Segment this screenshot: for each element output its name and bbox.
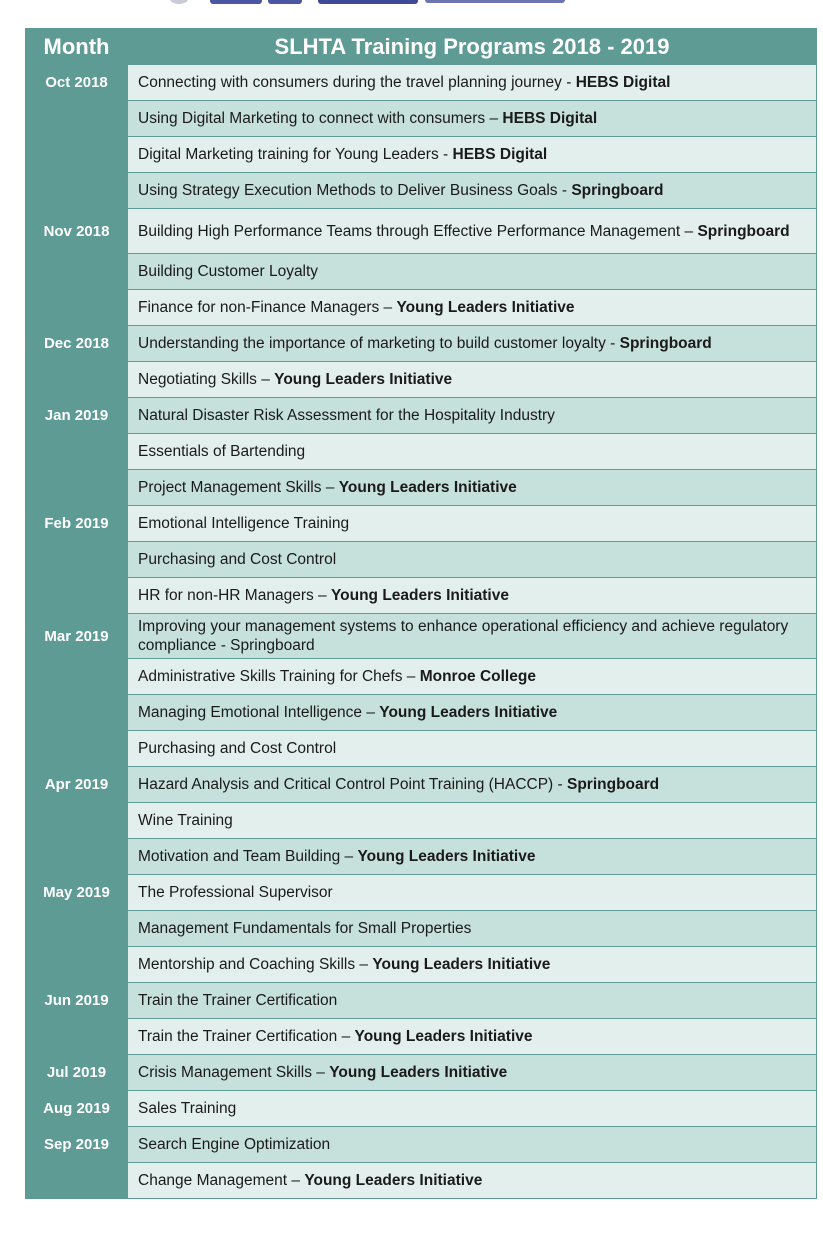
program-name [138,406,555,425]
table-row [26,362,816,397]
program-cell [128,434,816,469]
table-row [26,1091,816,1126]
table-header-row [26,29,816,64]
program-name [138,1135,330,1154]
program-cell [128,1127,816,1162]
program-title: Digital Marketing training for Young Leaders - [138,146,453,163]
program-title: Negotiating Skills – [138,371,275,388]
month-cell: Jul 2019 [26,1055,127,1090]
program-title: The Professional Supervisor [138,884,333,901]
program-name [138,145,547,164]
month-cell [26,542,127,577]
month-cell: Jun 2019 [26,983,127,1018]
month-cell [26,1019,127,1054]
program-title: Essentials of Bartending [138,443,306,460]
table-row [26,542,816,577]
program-cell [128,326,816,361]
program-name [138,586,509,605]
table-row [26,695,816,730]
program-title: Building Customer Loyalty [138,263,319,280]
table-row [26,767,816,802]
program-cell [128,767,816,802]
program-title: Natural Disaster Risk Assessment for the Hospitality Industry [138,407,555,424]
program-provider: Young Leaders Initiative [379,704,558,721]
table-row [26,398,816,433]
month-cell [26,101,127,136]
table-row [26,983,816,1018]
month-cell [26,137,127,172]
month-cell [26,731,127,766]
program-provider: HEBS Digital [452,146,548,163]
program-title: Crisis Management Skills – [138,1064,330,1081]
month-cell [26,254,127,289]
program-name [138,955,550,974]
table-row [26,254,816,289]
program-cell [128,398,816,433]
table-row [26,578,816,613]
program-cell [128,470,816,505]
program-provider: Young Leaders Initiative [372,956,551,973]
month-cell [26,290,127,325]
logo-shape [268,0,302,4]
program-name [138,1099,236,1118]
month-cell: Sep 2019 [26,1127,127,1162]
month-cell [26,1163,127,1198]
program-cell [128,731,816,766]
program-cell [128,173,816,208]
logo-shape [318,0,418,4]
program-title: Wine Training [138,812,233,829]
program-title: Motivation and Team Building – [138,848,358,865]
month-cell: Apr 2019 [26,767,127,802]
program-provider: Young Leaders Initiative [357,848,536,865]
program-name [138,739,336,758]
table-row [26,173,816,208]
program-cell [128,875,816,910]
program-title: Purchasing and Cost Control [138,551,337,568]
table-row [26,947,816,982]
program-provider: Monroe College [419,668,536,685]
program-provider: HEBS Digital [502,110,598,127]
program-provider: HEBS Digital [575,74,671,91]
program-provider: Springboard [697,222,790,240]
month-cell: Mar 2019 [26,614,127,658]
month-cell [26,911,127,946]
program-title: Building High Performance Teams through Effective Performance Management – [138,222,698,240]
month-cell: Feb 2019 [26,506,127,541]
program-title: Using Strategy Execution Methods to Deliver Business Goals - [138,182,572,199]
program-name [138,919,471,938]
table-row [26,803,816,838]
program-cell [128,137,816,172]
table-row [26,326,816,361]
program-cell [128,209,816,253]
program-name [138,514,349,533]
program-provider: Young Leaders Initiative [396,299,575,316]
program-cell [128,839,816,874]
program-provider: Young Leaders Initiative [329,1064,508,1081]
program-name [138,1171,482,1190]
month-cell [26,434,127,469]
table-row [26,434,816,469]
programs-column-header: SLHTA Training Programs 2018 - 2019 [128,29,816,64]
program-name [138,298,575,317]
logo-fragment [0,0,823,10]
table-row [26,290,816,325]
month-cell [26,173,127,208]
table-row [26,1055,816,1090]
month-cell: Oct 2018 [26,65,127,100]
month-cell [26,470,127,505]
program-cell [128,1163,816,1198]
program-cell [128,695,816,730]
logo-shape [425,0,565,3]
program-name [138,334,712,353]
program-cell [128,578,816,613]
program-name [138,478,517,497]
program-cell [128,290,816,325]
month-cell: May 2019 [26,875,127,910]
month-cell [26,803,127,838]
program-cell [128,65,816,100]
program-title: Train the Trainer Certification – [138,1028,355,1045]
month-cell [26,659,127,694]
table-row [26,1163,816,1198]
program-name [138,667,536,686]
program-cell [128,803,816,838]
program-title: Sales Training [138,1100,237,1117]
program-name [138,1063,507,1082]
table-row [26,470,816,505]
table-row [26,65,816,100]
program-provider: Young Leaders Initiative [330,587,509,604]
table-row [26,101,816,136]
program-cell [128,101,816,136]
table-row [26,875,816,910]
program-title: Mentorship and Coaching Skills – [138,956,373,973]
table-row [26,659,816,694]
program-title: Understanding the importance of marketing to build customer loyalty - [138,335,620,352]
month-cell [26,947,127,982]
training-programs-table [25,28,817,1199]
table-row [26,1127,816,1162]
program-provider: Young Leaders Initiative [338,479,517,496]
table-row [26,839,816,874]
program-name [138,442,305,461]
program-title: Hazard Analysis and Critical Control Point Training (HACCP) - [138,776,567,793]
program-name [138,222,790,241]
month-cell: Nov 2018 [26,209,127,253]
program-cell [128,506,816,541]
program-title: Train the Trainer Certification [138,992,338,1009]
program-name [138,181,663,200]
program-title: Finance for non-Finance Managers – [138,299,397,316]
program-cell [128,614,816,658]
program-title: Purchasing and Cost Control [138,740,337,757]
program-cell [128,254,816,289]
month-column-header: Month [26,29,127,64]
program-title: Improving your management systems to enhance operational efficiency and achieve regulatory compliance - Springboard [138,618,789,654]
program-provider: Young Leaders Initiative [274,371,453,388]
program-name [138,1027,533,1046]
program-title: Emotional Intelligence Training [138,515,350,532]
program-provider: Springboard [619,335,712,352]
program-cell [128,911,816,946]
program-provider: Springboard [567,776,660,793]
program-title: Managing Emotional Intelligence – [138,704,380,721]
table-row [26,506,816,541]
program-name [138,617,806,655]
logo-shape [170,0,188,4]
table-row [26,731,816,766]
program-title: Connecting with consumers during the travel planning journey - [138,74,576,91]
program-title: Search Engine Optimization [138,1136,331,1153]
program-name [138,811,233,830]
month-cell: Jan 2019 [26,398,127,433]
program-cell [128,1055,816,1090]
month-cell [26,362,127,397]
program-name [138,991,337,1010]
program-name [138,550,336,569]
month-cell [26,578,127,613]
table-row [26,1019,816,1054]
program-name [138,775,659,794]
logo-shape [210,0,262,4]
program-name [138,262,318,281]
program-cell [128,362,816,397]
program-cell [128,1019,816,1054]
program-name [138,703,557,722]
program-title: Administrative Skills Training for Chefs – [138,668,420,685]
program-name [138,109,597,128]
table-row [26,209,816,253]
program-name [138,370,452,389]
table-row [26,137,816,172]
program-cell [128,983,816,1018]
table-row [26,614,816,658]
table-row [26,911,816,946]
program-cell [128,659,816,694]
program-title: Change Management – [138,1172,305,1189]
month-cell: Dec 2018 [26,326,127,361]
month-cell [26,839,127,874]
program-title: Project Management Skills – [138,479,339,496]
program-cell [128,542,816,577]
program-provider: Young Leaders Initiative [354,1028,533,1045]
month-cell: Aug 2019 [26,1091,127,1126]
program-title: Using Digital Marketing to connect with consumers – [138,110,503,127]
month-cell [26,695,127,730]
program-provider: Springboard [571,182,664,199]
program-name [138,73,670,92]
program-name [138,847,535,866]
program-provider: Young Leaders Initiative [304,1172,483,1189]
program-cell [128,1091,816,1126]
program-title: Management Fundamentals for Small Properties [138,920,472,937]
program-cell [128,947,816,982]
program-name [138,883,333,902]
program-title: HR for non-HR Managers – [138,587,331,604]
